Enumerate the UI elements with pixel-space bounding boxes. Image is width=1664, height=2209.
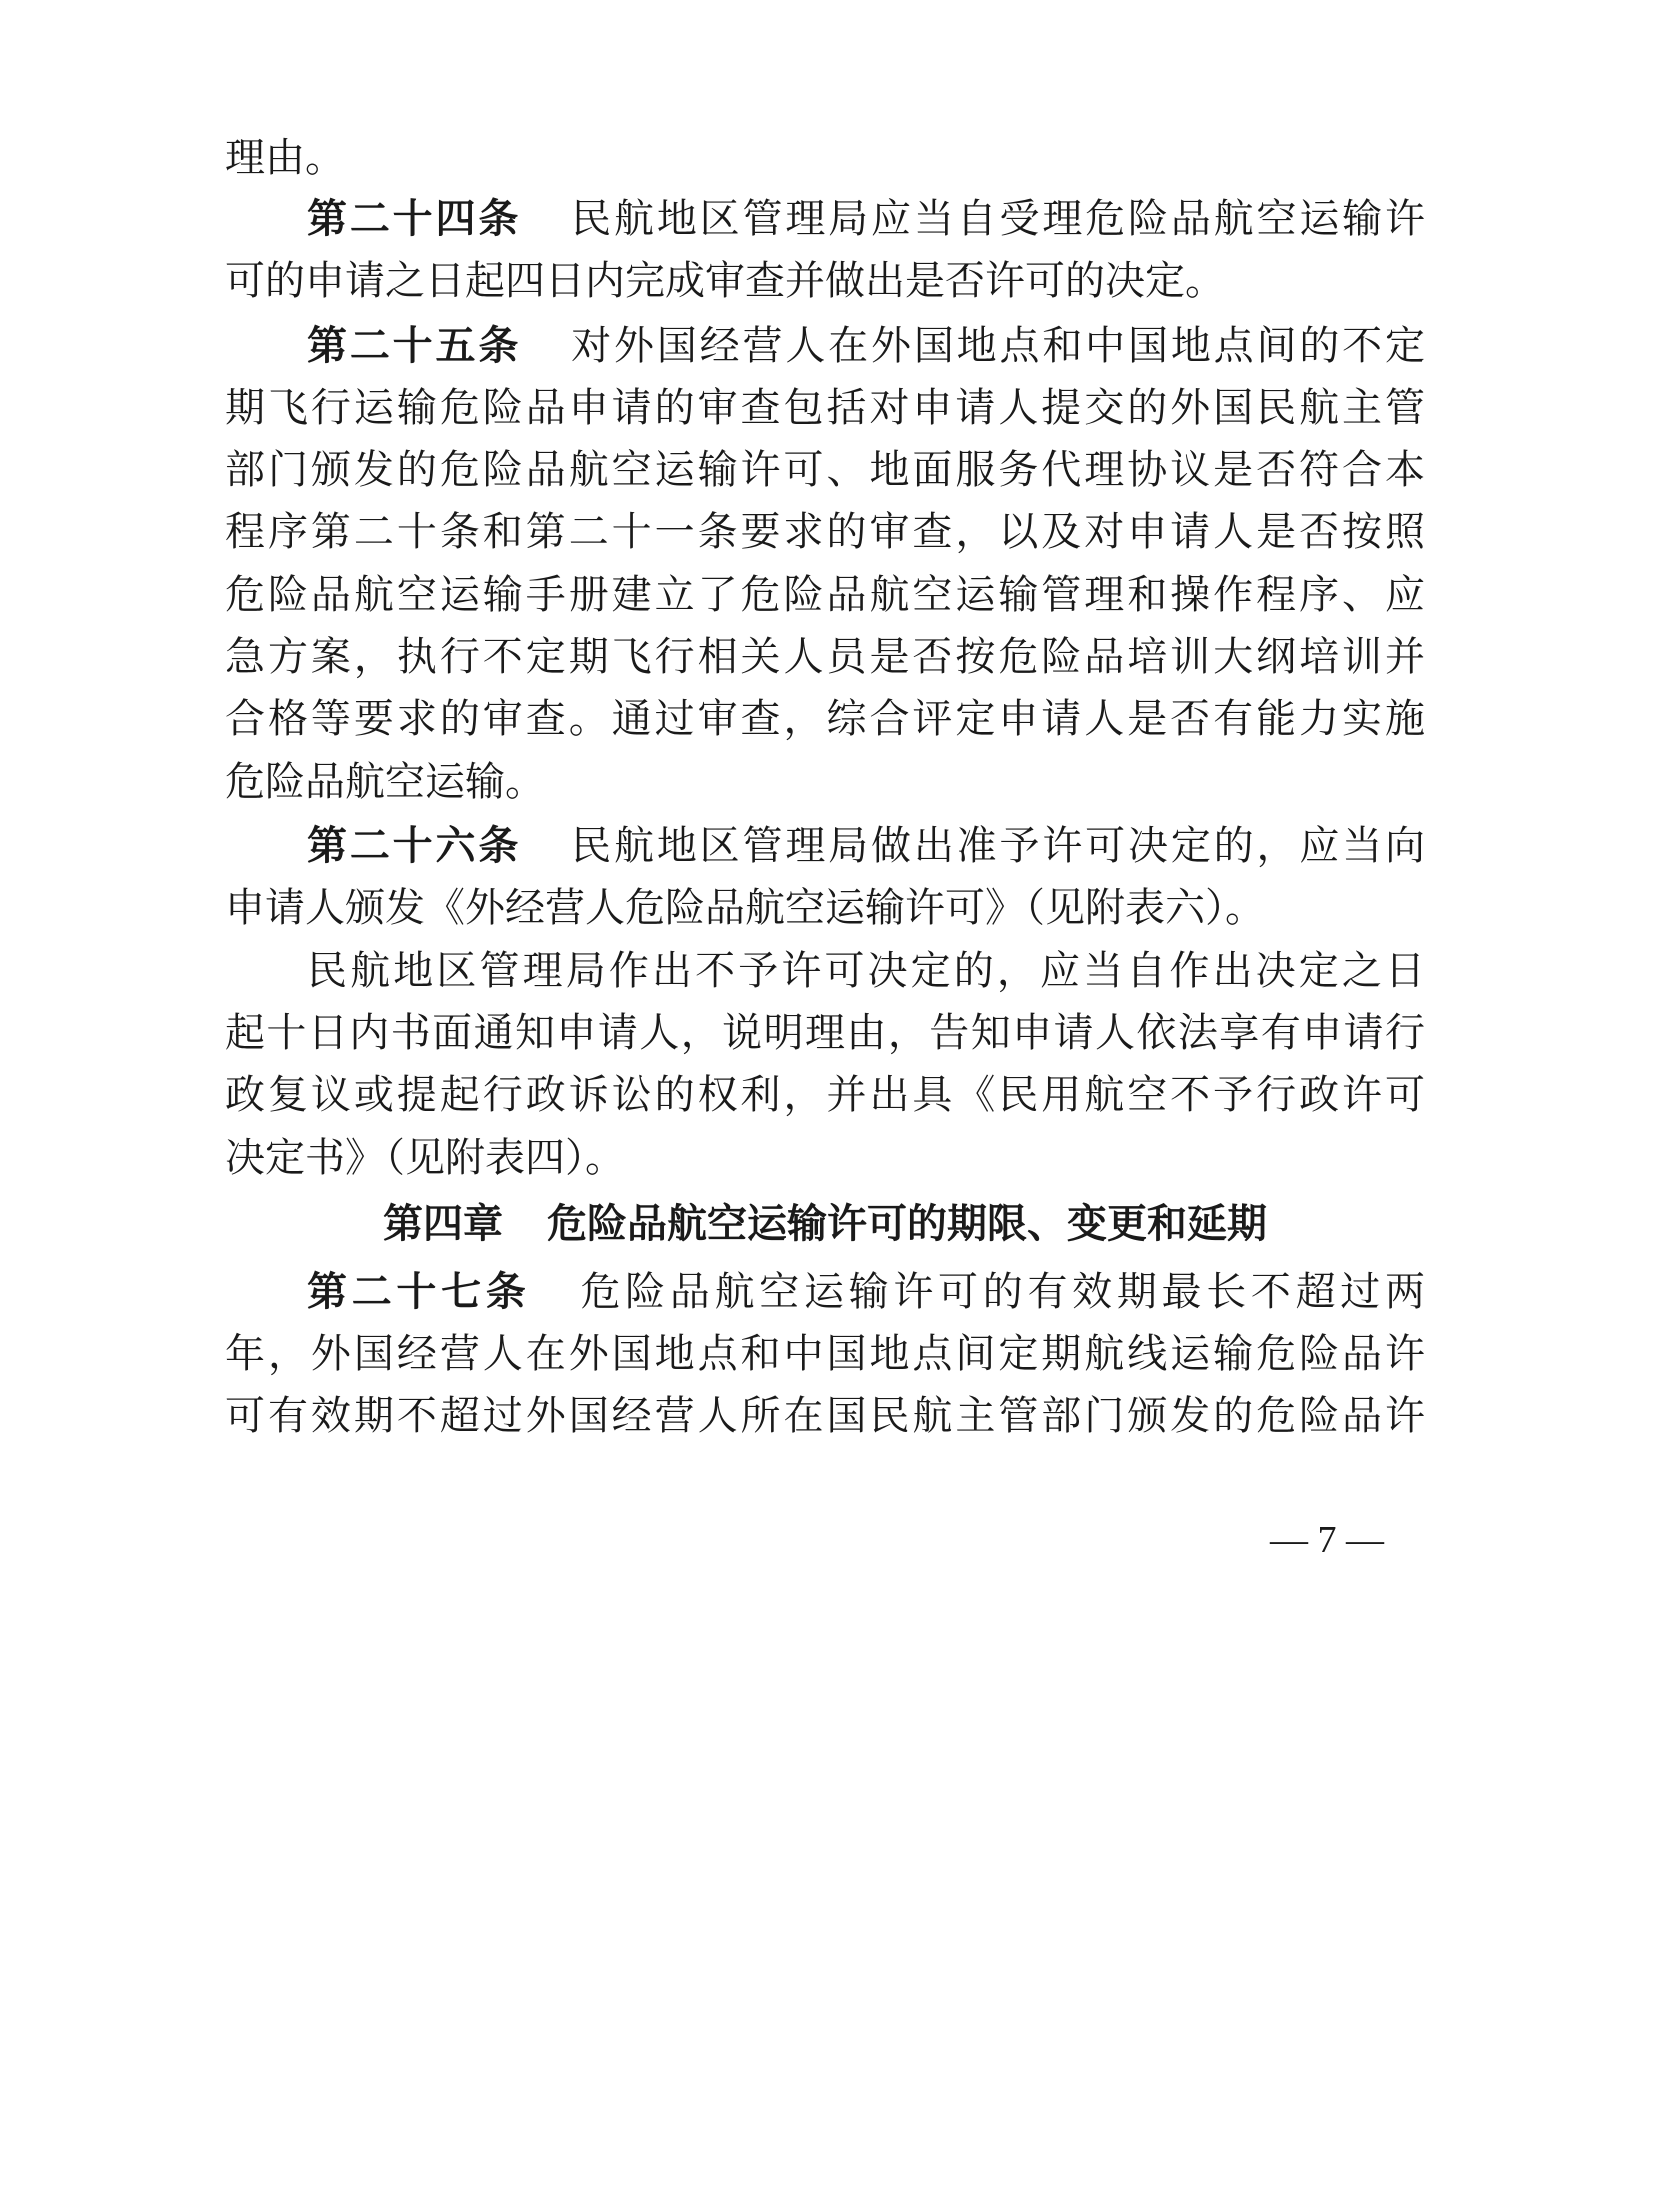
text-line: 可的申请之日起四日内完成审查并做出是否许可的决定。 <box>225 258 1225 304</box>
article-24-heading: 第二十四条 <box>307 196 522 242</box>
article-27-heading: 第二十七条 <box>307 1269 531 1315</box>
text-line: 可有效期不超过外国经营人所在国民航主管部门颁发的危险品许 <box>225 1393 1425 1439</box>
text-line: 民航地区管理局作出不予许可决定的，应当自作出决定之日 <box>307 948 1425 994</box>
text-line: 危险品航空运输。 <box>225 759 545 805</box>
text-line: 决定书》（见附表四）。 <box>225 1135 625 1181</box>
text-line: 申请人颁发《外经营人危险品航空运输许可》（见附表六）。 <box>225 885 1265 931</box>
text-line: 急方案，执行不定期飞行相关人员是否按危险品培训大纲培训并 <box>225 634 1425 680</box>
text-line: 政复议或提起行政诉讼的权利，并出具《民用航空不予行政许可 <box>225 1072 1425 1118</box>
article-25-line-1: 第二十五条 对外国经营人在外国地点和中国地点间的不定 <box>307 323 1426 369</box>
chapter-number: 第四章 <box>383 1201 503 1247</box>
text-line: 起十日内书面通知申请人，说明理由，告知申请人依法享有申请行 <box>225 1010 1425 1056</box>
article-24-line-1: 第二十四条 民航地区管理局应当自受理危险品航空运输许 <box>307 196 1426 242</box>
chapter-heading <box>225 1196 1425 1252</box>
article-27-line-1: 第二十七条 危险品航空运输许可的有效期最长不超过两 <box>307 1269 1426 1315</box>
text-line: 期飞行运输危险品申请的审查包括对申请人提交的外国民航主管 <box>225 385 1425 431</box>
text-line: 部门颁发的危险品航空运输许可、地面服务代理协议是否符合本 <box>225 447 1425 493</box>
article-26-line-1: 第二十六条 民航地区管理局做出准予许可决定的，应当向 <box>307 823 1426 869</box>
chapter-title: 危险品航空运输许可的期限、变更和延期 <box>547 1201 1267 1247</box>
text-line: 危险品航空运输手册建立了危险品航空运输管理和操作程序、应 <box>225 572 1425 618</box>
text-line: 理由。 <box>225 135 345 181</box>
article-25-heading: 第二十五条 <box>307 323 522 369</box>
article-26-heading: 第二十六条 <box>307 823 522 869</box>
text-line: 程序第二十条和第二十一条要求的审查，以及对申请人是否按照 <box>225 509 1425 555</box>
text-line: 年，外国经营人在外国地点和中国地点间定期航线运输危险品许 <box>225 1331 1425 1377</box>
text-line: 合格等要求的审查。通过审查，综合评定申请人是否有能力实施 <box>225 696 1425 742</box>
page-number: — 7 — <box>1270 1519 1384 1561</box>
